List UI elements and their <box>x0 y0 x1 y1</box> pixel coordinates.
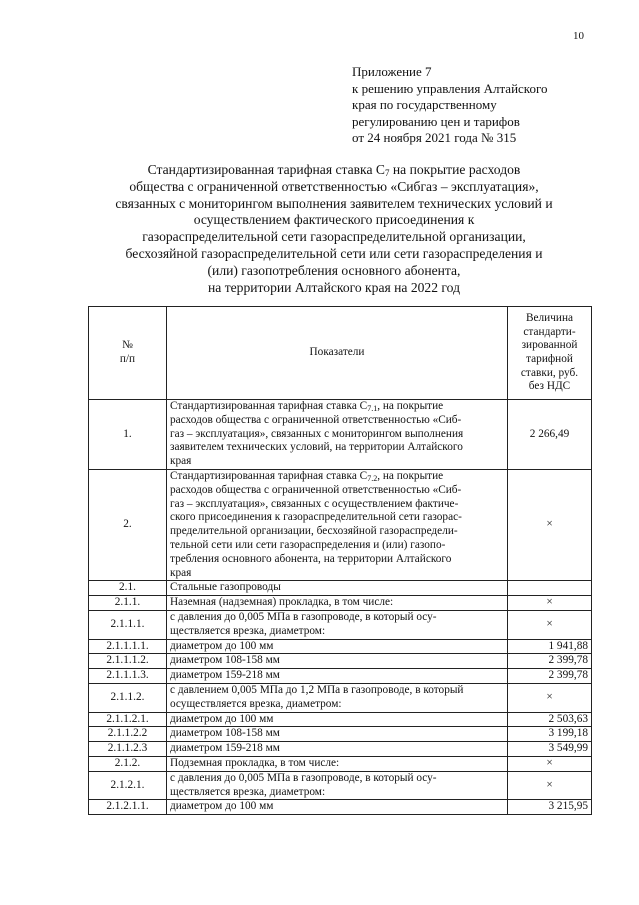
header-value-line: Величина <box>525 312 574 325</box>
row-number: 2.1. <box>89 581 167 596</box>
table-header-row <box>89 307 592 400</box>
table-row <box>89 669 592 684</box>
row-indicator: диаметром 108-158 мм <box>167 727 508 742</box>
row-number: 2.1.1.1.3. <box>89 669 167 684</box>
title-line: на территории Алтайского края на 2022 год <box>208 279 460 295</box>
row-number: 2.1.1.1.1. <box>89 639 167 654</box>
row-value: 3 215,95 <box>508 800 592 815</box>
table-row <box>89 771 592 800</box>
row-value <box>508 581 592 596</box>
row-value: 1 941,88 <box>508 639 592 654</box>
row-value: × <box>508 771 592 800</box>
table-row <box>89 610 592 639</box>
row-number: 2.1.2. <box>89 756 167 771</box>
header-number-line: п/п <box>119 353 136 365</box>
row-value: 2 399,78 <box>508 669 592 684</box>
row-number: 2. <box>89 469 167 580</box>
table-row <box>89 639 592 654</box>
indicator-subscript: 7.2 <box>367 473 378 483</box>
appendix-line: от 24 ноября 2021 года № 315 <box>352 130 517 145</box>
title-line: связанных с мониторингом выполнения заявителем технических условий и <box>115 195 553 211</box>
indicator-line: пределительной организации, бесхозяйной газораспредели- <box>170 525 458 538</box>
indicator-line: заявителем технических условий, на территории Алтайского <box>170 441 463 454</box>
row-indicator: диаметром до 100 мм <box>167 712 508 727</box>
row-number: 2.1.1.2.2 <box>89 727 167 742</box>
document-title <box>84 162 584 296</box>
header-indicators: Показатели <box>167 307 508 400</box>
table-row <box>89 742 592 757</box>
row-value: 2 503,63 <box>508 712 592 727</box>
table-row <box>89 654 592 669</box>
row-number: 2.1.1.1.2. <box>89 654 167 669</box>
row-indicator: Наземная (надземная) прокладка, в том числе: <box>167 596 508 611</box>
row-indicator: диаметром до 100 мм <box>167 800 508 815</box>
row-value: × <box>508 469 592 580</box>
title-text: Стандартизированная тарифная ставка С <box>147 162 385 177</box>
row-number: 2.1.1.2.3 <box>89 742 167 757</box>
indicator-line: расходов общества с ограниченной ответственностью «Сиб- <box>170 413 462 426</box>
row-indicator: с давления до 0,005 МПа в газопроводе, в который осу- ществляется врезка, диаметром: <box>167 610 508 639</box>
row-indicator: с давлением 0,005 МПа до 1,2 МПа в газопроводе, в который осуществляется врезка, диаметром: <box>167 683 508 712</box>
row-indicator: с давления до 0,005 МПа в газопроводе, в который осу- ществляется врезка, диаметром: <box>167 771 508 800</box>
title-line: осуществлением фактического присоединения к <box>193 212 475 228</box>
indicator-line: ского присоединения к газораспределительной сети газорас- <box>170 511 462 524</box>
row-number: 2.1.1.2. <box>89 683 167 712</box>
appendix-line: края по государственному <box>352 97 497 112</box>
row-indicator <box>167 400 508 470</box>
table-row <box>89 727 592 742</box>
indicator-line: требления основного абонента, на территории Алтайского <box>170 552 452 565</box>
header-number-line: № <box>122 339 133 352</box>
row-indicator: диаметром 108-158 мм <box>167 654 508 669</box>
title-line: газораспределительной сети газораспределительной организации, <box>142 229 526 245</box>
row-indicator: диаметром до 100 мм <box>167 639 508 654</box>
row-value: 2 399,78 <box>508 654 592 669</box>
table-row <box>89 469 592 580</box>
title-line: (или) газопотребления основного абонента, <box>207 262 461 278</box>
row-value: × <box>508 683 592 712</box>
row-indicator: Подземная прокладка, в том числе: <box>167 756 508 771</box>
appendix-line: регулированию цен и тарифов <box>352 113 520 129</box>
indicator-text: , на покрытие <box>377 469 444 482</box>
row-number: 2.1.1. <box>89 596 167 611</box>
table-row <box>89 683 592 712</box>
indicator-line: расходов общества с ограниченной ответственностью «Сиб- <box>170 483 462 496</box>
row-indicator: диаметром 159-218 мм <box>167 669 508 684</box>
table-row <box>89 712 592 727</box>
header-value-line: тарифной <box>526 353 573 365</box>
appendix-line: к решению управления Алтайского <box>352 80 548 96</box>
row-value: 2 266,49 <box>508 400 592 470</box>
title-line: бесхозяйной газораспределительной сети или сети газораспределения и <box>125 245 543 261</box>
row-number: 2.1.2.1.1. <box>89 800 167 815</box>
page-number: 10 <box>573 30 584 42</box>
title-line: общества с ограниченной ответственностью «Сибгаз – эксплуатация», <box>129 178 539 194</box>
header-value <box>508 307 592 400</box>
indicator-text: , на покрытие <box>377 400 444 412</box>
indicator-text: Стандартизированная тарифная ставка С <box>170 400 368 412</box>
indicator-subscript: 7.1 <box>367 404 378 413</box>
title-text: на покрытие расходов <box>389 162 521 177</box>
header-value-line: без НДС <box>528 380 571 393</box>
table-row <box>89 756 592 771</box>
header-number <box>89 307 167 400</box>
row-number: 1. <box>89 400 167 470</box>
indicator-line: газ – эксплуатация», связанных с мониторингом выполнения <box>170 427 464 440</box>
title-line <box>84 162 584 179</box>
indicator-line: края <box>170 455 192 468</box>
table-row <box>89 400 592 470</box>
table-row <box>89 596 592 611</box>
table-row <box>89 581 592 596</box>
indicator-line: края <box>170 566 192 579</box>
row-indicator <box>167 469 508 580</box>
appendix-line: Приложение 7 <box>352 64 432 79</box>
indicator-line: тельной сети или сети газораспределения и (или) газопо- <box>170 538 446 551</box>
appendix-block <box>352 64 622 147</box>
row-value: × <box>508 756 592 771</box>
indicator-line: газ – эксплуатация», связанных с осуществлением фактиче- <box>170 497 459 510</box>
row-value: × <box>508 610 592 639</box>
indicator-line <box>170 400 504 414</box>
row-number: 2.1.1.2.1. <box>89 712 167 727</box>
title-subscript: 7 <box>384 168 390 178</box>
row-indicator: диаметром 159-218 мм <box>167 742 508 757</box>
indicator-line <box>170 470 504 484</box>
row-value: 3 199,18 <box>508 727 592 742</box>
row-value: × <box>508 596 592 611</box>
tariff-table <box>88 306 592 815</box>
header-value-line: стандарти- <box>523 325 576 338</box>
row-number: 2.1.2.1. <box>89 771 167 800</box>
row-number: 2.1.1.1. <box>89 610 167 639</box>
header-value-line: ставки, руб. <box>520 366 579 379</box>
header-value-line: зированной <box>521 339 578 352</box>
row-indicator: Стальные газопроводы <box>167 581 508 596</box>
table-row <box>89 800 592 815</box>
indicator-text: Стандартизированная тарифная ставка С <box>170 469 368 482</box>
row-value: 3 549,99 <box>508 742 592 757</box>
